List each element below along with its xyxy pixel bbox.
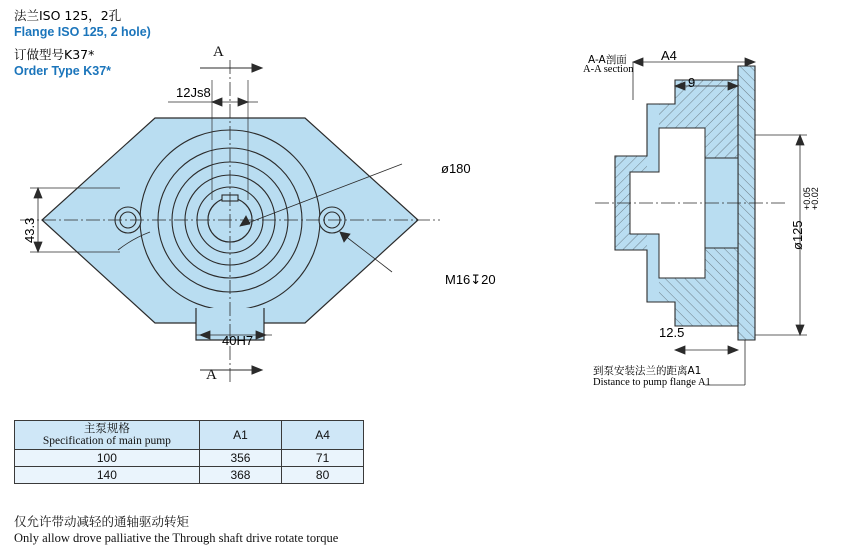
header-cell-spec [15,421,200,450]
a1-note-cn: 到泵安装法兰的距离A1 [593,365,702,377]
header-spec-en: Specification of main pump [42,435,171,448]
dim-label-pilot-tol-lower: +0.02 [810,187,820,210]
header-title-cn: 法兰ISO 125，2孔 [14,8,122,23]
cell-a1: 356 [199,450,281,467]
spec-table [14,420,364,484]
cell-spec: 140 [15,467,200,484]
table-row [15,450,364,467]
cell-a1: 368 [199,467,281,484]
section-arrow-top [200,64,262,72]
dim-label-circle: ø180 [441,161,471,176]
section-label-cn: A-A剖面 [588,54,627,66]
footer-note-en: Only allow drove palliative the Through shaft drive rotate torque [14,531,339,545]
header-spec-cn: 主泵规格 [83,421,130,435]
dim-label-pilot: ø125 [790,220,805,250]
front-view-drawing [0,40,520,420]
header-title-en: Flange ISO 125, 2 hole) [14,25,151,39]
cell-spec: 100 [15,450,200,467]
a1-note-en: Distance to pump flange A1 [593,377,711,388]
dim-12-5 [675,346,738,354]
cell-a4: 80 [282,467,364,484]
dim-label-43-3: 43.3 [22,217,37,243]
spec-table-body [15,450,364,484]
dim-label-9: 9 [688,75,696,90]
dim-label-thread: M16↧20 [445,272,496,287]
section-letter-top: A [213,44,224,60]
a1-note-leader [705,340,745,385]
section-label-en: A-A section [583,64,634,75]
dim-label-a4: A4 [661,48,677,63]
header-cell-a4: A4 [282,421,364,450]
header-order-cn: 订做型号K37* [14,47,95,62]
dim-label-40h7: 40H7 [222,333,254,348]
cell-a4: 71 [282,450,364,467]
section-letter-bottom: A [206,367,217,383]
table-row [15,467,364,484]
dim-label-pilot-tol-upper: +0.05 [802,187,812,210]
header-order-en: Order Type K37* [14,64,112,78]
header-cell-a1: A1 [199,421,281,450]
table-header-row [15,421,364,450]
spec-table-head [15,421,364,450]
dim-label-12js8: 12Js8 [176,85,211,100]
footer-note-cn: 仅允许带动减轻的通轴驱动转矩 [14,514,190,529]
dim-label-12-5: 12.5 [659,325,685,340]
